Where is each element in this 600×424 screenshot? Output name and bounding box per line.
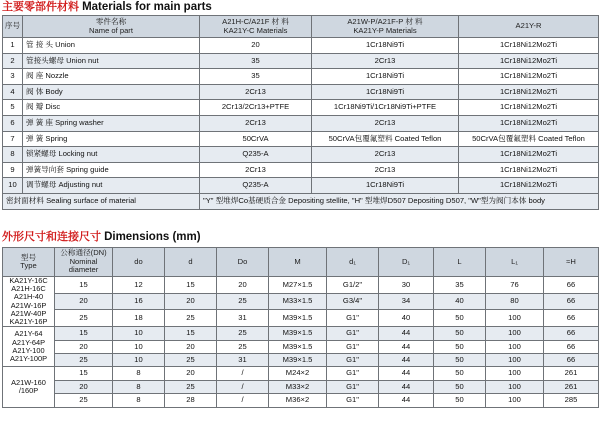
dim-h: 66 (544, 340, 599, 353)
type-model: A21H-40 (13, 292, 44, 302)
dim-d1: G1" (327, 354, 379, 367)
material-group-2: 2Cr13 (312, 162, 459, 178)
dim-dn: 20 (55, 340, 113, 353)
dim-m: M39×1.5 (269, 310, 327, 327)
header-g2-line2: KA21Y-P (353, 25, 384, 35)
header-g2-label-cn: 材 料 (405, 17, 423, 27)
type-group (3, 327, 55, 367)
dim-l: 40 (434, 293, 486, 310)
material-group-1: 2Cr13 (200, 115, 312, 131)
material-group-3: 50CrVA包覆氟塑料 Coated Teflon (459, 131, 599, 147)
dim-d1: G1" (327, 394, 379, 407)
material-group-1: 50CrVA (200, 131, 312, 147)
dim-d1: G1" (327, 380, 379, 393)
dimension-row (3, 293, 599, 310)
dimension-row (3, 310, 599, 327)
dim-m: M33×2 (269, 380, 327, 393)
material-group-1: Q235-A (200, 147, 312, 163)
part-name: 管 接 头 Union (23, 38, 200, 54)
dim-d1: 44 (379, 394, 434, 407)
material-group-2: 2Cr13 (312, 147, 459, 163)
material-group-1: 2Cr13 (200, 84, 312, 100)
header-L1: L₁ (486, 248, 544, 277)
row-number: 8 (3, 147, 23, 163)
dim-d: 15 (165, 327, 217, 340)
dim-h: 66 (544, 310, 599, 327)
row-number: 2 (3, 53, 23, 69)
material-group-3: 1Cr18Ni12Mo2Ti (459, 162, 599, 178)
dim-do: 10 (113, 354, 165, 367)
header-D1: D₁ (379, 248, 434, 277)
header-g1-line1: A21H-C/A21F (222, 17, 270, 27)
header-type-en: Type (20, 261, 37, 270)
dimension-row (3, 380, 599, 393)
material-row (3, 162, 599, 178)
type-model: A21Y-64 (14, 329, 43, 339)
materials-header-row (3, 16, 599, 38)
dim-h: 66 (544, 293, 599, 310)
dim-d1: 44 (379, 380, 434, 393)
material-row (3, 178, 599, 194)
dim-d1: 34 (379, 293, 434, 310)
header-g1-line2: KA21Y-C (223, 25, 255, 35)
type-model: KA21Y-16C (9, 276, 48, 285)
dim-h: 261 (544, 380, 599, 393)
dim-d1: 44 (379, 340, 434, 353)
material-group-2: 1Cr18Ni9Ti (312, 69, 459, 85)
dim-l: 50 (434, 367, 486, 380)
type-model: A21W-16P (10, 300, 47, 310)
dimension-row (3, 340, 599, 353)
header-material-group-1 (200, 16, 312, 38)
dim-h: 66 (544, 277, 599, 294)
dim-h: 261 (544, 367, 599, 380)
dim-l1: 100 (486, 380, 544, 393)
dim-do: 8 (113, 394, 165, 407)
dim-do: 8 (113, 380, 165, 393)
material-group-1: 20 (200, 38, 312, 54)
dim-l: 50 (434, 327, 486, 340)
dim-dn: 25 (55, 310, 113, 327)
type-model: A21H-16C (11, 284, 46, 294)
dim-m: M24×2 (269, 367, 327, 380)
type-model: /160P (18, 385, 39, 395)
dim-l: 50 (434, 380, 486, 393)
dim-l1: 100 (486, 367, 544, 380)
dim-d: 25 (165, 380, 217, 393)
sealing-row (3, 193, 599, 209)
dim-l1: 100 (486, 340, 544, 353)
dim-d1: 44 (379, 327, 434, 340)
material-group-3: 1Cr18Ni12Mo2Ti (459, 100, 599, 116)
material-group-3: 1Cr18Ni12Mo2Ti (459, 38, 599, 54)
part-name: 管接头螺母 Union nut (23, 53, 200, 69)
dim-l: 50 (434, 340, 486, 353)
dim-d: 15 (165, 277, 217, 294)
header-M: M (269, 248, 327, 277)
dim-d: 28 (165, 394, 217, 407)
row-number: 9 (3, 162, 23, 178)
row-number: 1 (3, 38, 23, 54)
dim-d1: G1" (327, 327, 379, 340)
dim-d1: G1" (327, 367, 379, 380)
dim-d1: 40 (379, 310, 434, 327)
header-d: d (165, 248, 217, 277)
dim-h: 66 (544, 354, 599, 367)
part-name: 阀 体 Body (23, 84, 200, 100)
material-row (3, 84, 599, 100)
type-group (3, 367, 55, 407)
part-name: 弹簧导向套 Spring guide (23, 162, 200, 178)
dim-l: 50 (434, 310, 486, 327)
type-model: A21Y-64P (11, 337, 45, 347)
row-number: 5 (3, 100, 23, 116)
part-name: 阀 座 Nozzle (23, 69, 200, 85)
material-group-2: 2Cr13 (312, 53, 459, 69)
material-group-1: 35 (200, 53, 312, 69)
material-group-2: 50CrVA包覆氟塑料 Coated Teflon (312, 131, 459, 147)
dim-m: M39×1.5 (269, 327, 327, 340)
materials-table (2, 15, 599, 210)
material-group-2: 1Cr18Ni9Ti/1Cr18Ni9Ti+PTFE (312, 100, 459, 116)
materials-table-body (3, 38, 599, 210)
header-type-cn: 型号 (20, 252, 37, 262)
row-number: 6 (3, 115, 23, 131)
row-number: 4 (3, 84, 23, 100)
material-group-3: 1Cr18Ni12Mo2Ti (459, 53, 599, 69)
dim-d1: G3/4" (327, 293, 379, 310)
dimension-row (3, 367, 599, 380)
material-group-3: 1Cr18Ni12Mo2Ti (459, 69, 599, 85)
header-part-name-en: Name of part (89, 25, 133, 35)
header-dn-en1: Nominal (69, 256, 98, 266)
material-row (3, 100, 599, 116)
dim-d: 20 (165, 293, 217, 310)
type-model: KA21Y-16P (9, 317, 48, 327)
material-group-3: 1Cr18Ni12Mo2Ti (459, 115, 599, 131)
header-do: do (113, 248, 165, 277)
type-model: A21W-160 (11, 377, 46, 387)
dim-l1: 100 (486, 327, 544, 340)
materials-title-cn: 主要零部件材料 (2, 1, 79, 13)
material-group-2: 1Cr18Ni9Ti (312, 84, 459, 100)
dimension-row (3, 277, 599, 294)
dim-l1: 100 (486, 354, 544, 367)
dim-dn: 20 (55, 380, 113, 393)
header-dn-en2: diameter (68, 265, 99, 275)
dim-dn: 25 (55, 394, 113, 407)
dim-do: 20 (217, 277, 269, 294)
dimension-row (3, 327, 599, 340)
dim-d: 20 (165, 340, 217, 353)
dimensions-header-row (3, 248, 599, 277)
part-name: 锁紧螺母 Locking nut (23, 147, 200, 163)
dim-l: 35 (434, 277, 486, 294)
material-group-3: 1Cr18Ni12Mo2Ti (459, 147, 599, 163)
header-material-group-2 (312, 16, 459, 38)
row-number: 7 (3, 131, 23, 147)
header-H: ≈H (544, 248, 599, 277)
dim-do: 18 (113, 310, 165, 327)
type-group (3, 277, 55, 327)
dim-dn: 20 (55, 293, 113, 310)
dim-h: 66 (544, 327, 599, 340)
material-group-2: 1Cr18Ni9Ti (312, 38, 459, 54)
dim-do: 8 (113, 367, 165, 380)
material-row (3, 131, 599, 147)
dim-dn: 25 (55, 354, 113, 367)
dim-do: 16 (113, 293, 165, 310)
header-d1: d₁ (327, 248, 379, 277)
header-no: 序号 (3, 16, 23, 38)
material-group-2: 2Cr13 (312, 115, 459, 131)
dim-d1: 44 (379, 367, 434, 380)
dim-d1: G1" (327, 340, 379, 353)
dim-do: 25 (217, 340, 269, 353)
dim-d1: G1/2" (327, 277, 379, 294)
dimensions-section-title (2, 230, 201, 244)
part-name: 弹 簧 Spring (23, 131, 200, 147)
dim-l: 50 (434, 394, 486, 407)
dim-m: M33×1.5 (269, 293, 327, 310)
row-number: 3 (3, 69, 23, 85)
dim-m: M39×1.5 (269, 340, 327, 353)
dim-m: M27×1.5 (269, 277, 327, 294)
material-group-1: 35 (200, 69, 312, 85)
header-type (3, 248, 55, 277)
type-model: A21W-40P (10, 308, 47, 318)
sealing-value: "Y" 型堆焊Co基硬质合金 Depositing stellite, "H" 型堆焊D507 Depositing D507, "W"型为阀门本体 body (200, 193, 599, 209)
material-row (3, 69, 599, 85)
dim-l1: 76 (486, 277, 544, 294)
material-row (3, 115, 599, 131)
header-Do: Do (217, 248, 269, 277)
header-nominal-diameter (55, 248, 113, 277)
dim-do: 31 (217, 310, 269, 327)
dim-do: 10 (113, 340, 165, 353)
dim-do: 25 (217, 293, 269, 310)
header-part-name (23, 16, 200, 38)
header-g1-label-en: Materials (256, 25, 288, 35)
material-group-1: 2Cr13/2Cr13+PTFE (200, 100, 312, 116)
part-name: 弹 簧 座 Spring washer (23, 115, 200, 131)
dim-h: 285 (544, 394, 599, 407)
dim-d: 20 (165, 367, 217, 380)
header-g1-label-cn: 材 料 (271, 17, 289, 27)
dimensions-table-body (3, 277, 599, 408)
dim-l1: 100 (486, 394, 544, 407)
material-row (3, 147, 599, 163)
header-part-name-cn: 零件名称 (95, 17, 127, 27)
part-name: 调节螺母 Adjusting nut (23, 178, 200, 194)
material-group-1: 2Cr13 (200, 162, 312, 178)
dim-do: / (217, 380, 269, 393)
materials-section-title (2, 0, 212, 14)
material-group-2: 1Cr18Ni9Ti (312, 178, 459, 194)
dim-m: M36×2 (269, 394, 327, 407)
type-model: A21Y-100P (9, 354, 48, 363)
type-model: A21Y-100 (12, 345, 45, 355)
header-L: L (434, 248, 486, 277)
material-group-1: Q235-A (200, 178, 312, 194)
dim-dn: 15 (55, 277, 113, 294)
dim-d1: 44 (379, 354, 434, 367)
material-group-3: 1Cr18Ni12Mo2Ti (459, 178, 599, 194)
header-material-group-3: A21Y-R (459, 16, 599, 38)
header-g2-line1: A21W-P/A21F-P (347, 17, 404, 27)
dim-do: / (217, 367, 269, 380)
dim-d1: G1" (327, 310, 379, 327)
dimension-row (3, 394, 599, 407)
part-name: 阀 瓣 Disc (23, 100, 200, 116)
dim-l1: 100 (486, 310, 544, 327)
dim-do: 10 (113, 327, 165, 340)
dim-do: 12 (113, 277, 165, 294)
dim-dn: 15 (55, 367, 113, 380)
dimension-row (3, 354, 599, 367)
dim-do: 25 (217, 327, 269, 340)
dim-l: 50 (434, 354, 486, 367)
header-g2-label-en: Materials (385, 25, 417, 35)
materials-title-en: Materials for main parts (82, 1, 212, 13)
material-group-3: 1Cr18Ni12Mo2Ti (459, 84, 599, 100)
dimensions-table (2, 247, 599, 408)
dim-d1: 30 (379, 277, 434, 294)
dim-dn: 15 (55, 327, 113, 340)
material-row (3, 53, 599, 69)
sealing-label: 密封面材料 Sealing surface of material (3, 193, 200, 209)
dim-d: 25 (165, 310, 217, 327)
dimensions-title-cn: 外形尺寸和连接尺寸 (2, 231, 101, 243)
material-row (3, 38, 599, 54)
dim-l1: 80 (486, 293, 544, 310)
dim-do: 31 (217, 354, 269, 367)
header-dn-cn: 公称通径(DN) (60, 248, 107, 258)
row-number: 10 (3, 178, 23, 194)
dim-do: / (217, 394, 269, 407)
dimensions-title-en: Dimensions (mm) (104, 231, 201, 243)
dim-d: 25 (165, 354, 217, 367)
dim-m: M39×1.5 (269, 354, 327, 367)
